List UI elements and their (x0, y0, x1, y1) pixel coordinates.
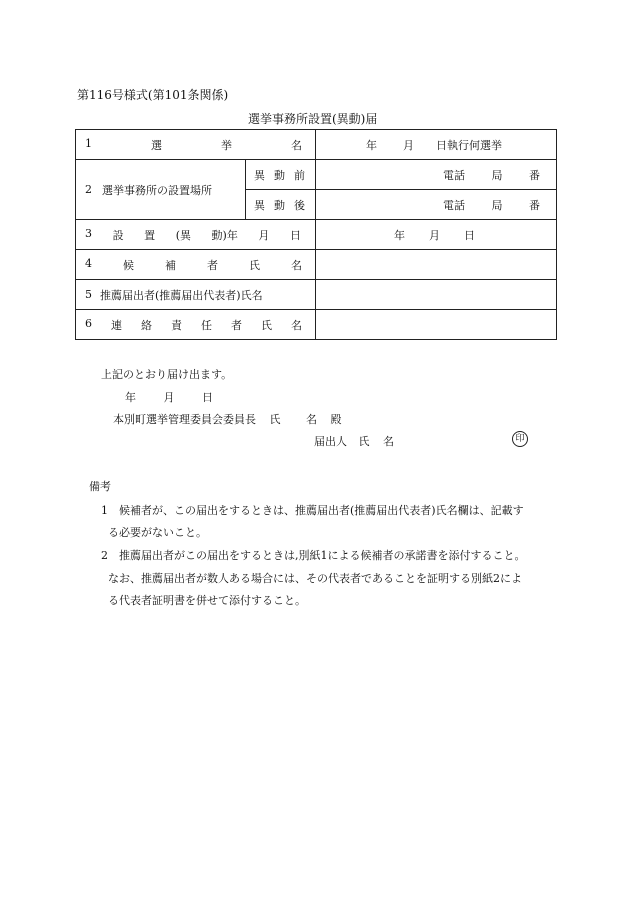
value-recommender[interactable] (316, 280, 557, 310)
note-2-line-3: る代表者証明書を併せて添付すること。 (108, 594, 306, 607)
value-candidate[interactable] (316, 250, 557, 280)
note-2-line-2: なお、推薦届出者が数人ある場合には、その代表者であることを証明する別紙2によ (108, 572, 522, 585)
label-manager: 6 連 絡 責 任 者 氏 名 (76, 310, 316, 340)
label-before: 異 動 前 (246, 160, 316, 190)
form-title: 選挙事務所設置(異動)届 (248, 112, 378, 126)
submitter-line: 届出人 氏 名 (314, 435, 394, 448)
label-election: 1 選 挙 名 (76, 130, 316, 160)
seal-mark: 印 (512, 431, 528, 447)
row-manager (76, 310, 557, 340)
addressee-line: 本別町選挙管理委員会委員長 氏 名 殿 (113, 413, 342, 426)
label-after: 異 動 後 (246, 190, 316, 220)
row-location-before (76, 160, 557, 190)
date-line: 年 月 日 (125, 391, 213, 404)
row-date (76, 220, 557, 250)
form-number: 第116号様式(第101条関係) (77, 88, 229, 102)
notes-heading: 備考 (89, 480, 111, 493)
value-election[interactable]: 年 月 日執行何選挙 (316, 130, 557, 160)
value-date[interactable]: 年 月 日 (316, 220, 557, 250)
label-recommender: 5 推薦届出者(推薦届出代表者)氏名 (76, 280, 316, 310)
value-after[interactable]: 電話 局 番 (316, 190, 557, 220)
value-manager[interactable] (316, 310, 557, 340)
row-election (76, 130, 557, 160)
value-before[interactable]: 電話 局 番 (316, 160, 557, 190)
label-date: 3 設 置 (異 動)年 月 日 (76, 220, 316, 250)
form-table (75, 129, 557, 340)
row-recommender (76, 280, 557, 310)
note-2-line-1: 2 推薦届出者がこの届出をするときは,別紙1による候補者の承諾書を添付すること。 (101, 549, 526, 562)
label-candidate: 4 候 補 者 氏 名 (76, 250, 316, 280)
note-1-line-2: る必要がないこと。 (108, 526, 207, 539)
note-1-line-1: 1 候補者が、この届出をするときは、推薦届出者(推薦届出代表者)氏名欄は、記載す (101, 504, 524, 517)
declaration: 上記のとおり届け出ます。 (101, 368, 233, 381)
label-location: 2 選挙事務所の設置場所 (76, 160, 246, 220)
row-candidate (76, 250, 557, 280)
